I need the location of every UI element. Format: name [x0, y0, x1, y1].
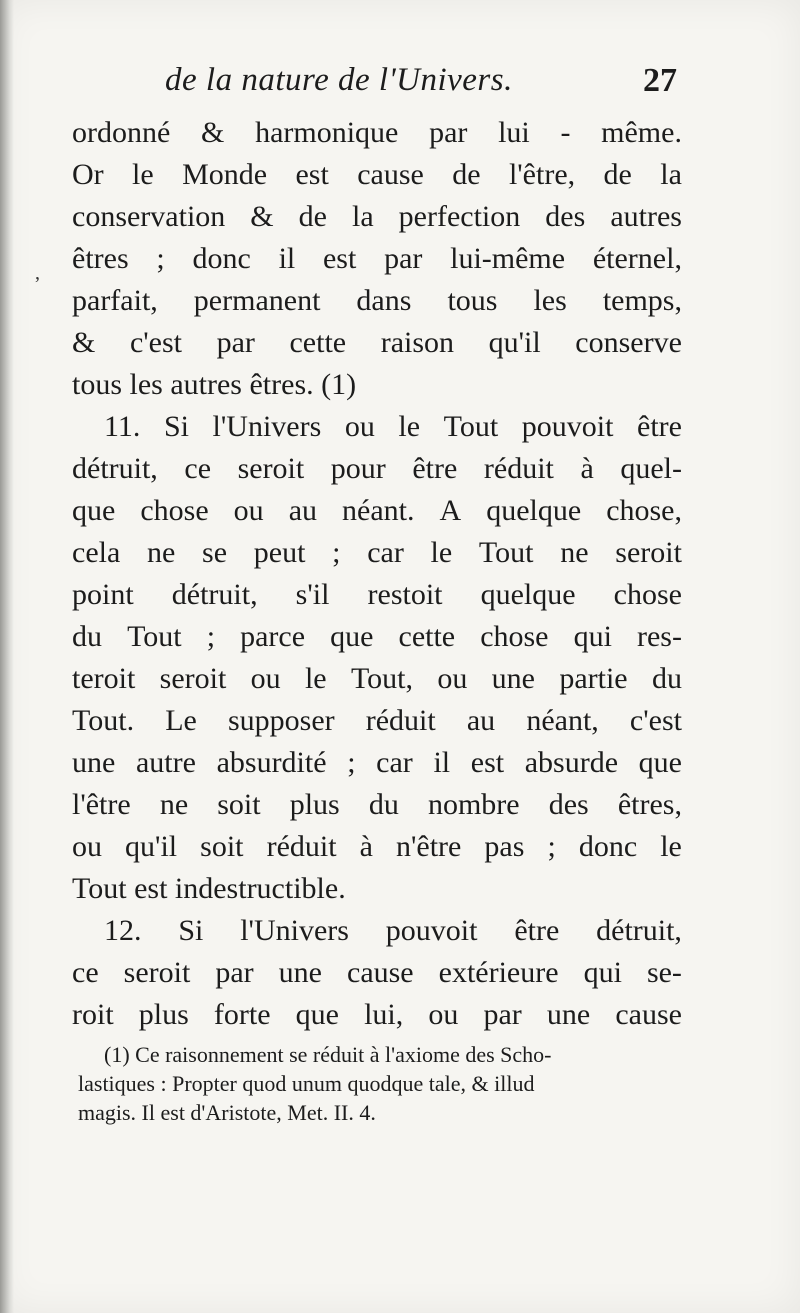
page-number: 27 — [643, 62, 677, 99]
text-line: ou qu'il soit réduit à n'être pas ; donc le — [72, 830, 682, 863]
page-gutter-shadow — [0, 0, 14, 1313]
text-line: détruit, ce seroit pour être réduit à quel- — [72, 452, 682, 485]
footnote-line: (1) Ce raisonnement se réduit à l'axiome des Scho- — [104, 1042, 552, 1067]
text-line: ordonné & harmonique par lui - même. — [72, 116, 682, 149]
text-line: parfait, permanent dans tous les temps, — [72, 284, 682, 317]
text-line: 12. Si l'Univers pouvoit être détruit, — [104, 914, 682, 947]
text-line: êtres ; donc il est par lui-même éternel, — [72, 242, 682, 275]
text-line: l'être ne soit plus du nombre des êtres, — [72, 788, 682, 821]
text-line: Tout. Le supposer réduit au néant, c'est — [72, 704, 682, 737]
text-line: point détruit, s'il restoit quelque chose — [72, 578, 682, 611]
text-line: tous les autres êtres. (1) — [72, 368, 357, 401]
text-line: cela ne se peut ; car le Tout ne seroit — [72, 536, 682, 569]
stray-margin-mark: ‚ — [34, 262, 41, 284]
main-text-block — [72, 112, 682, 1036]
text-line: roit plus forte que lui, ou par une cause — [72, 998, 682, 1031]
text-line: conservation & de la perfection des autres — [72, 200, 682, 233]
footnote-line: lastiques : Propter quod unum quodque tale, & illud — [78, 1071, 535, 1096]
text-line: teroit seroit ou le Tout, ou une partie du — [72, 662, 682, 695]
running-header — [165, 62, 685, 108]
footnote-block — [78, 1040, 683, 1127]
text-line: & c'est par cette raison qu'il conserve — [72, 326, 682, 359]
text-line: Or le Monde est cause de l'être, de la — [72, 158, 682, 191]
text-line: ce seroit par une cause extérieure qui se- — [72, 956, 682, 989]
running-title: de la nature de l'Univers. — [165, 62, 513, 98]
text-line: 11. Si l'Univers ou le Tout pouvoit être — [104, 410, 682, 443]
footnote-line: magis. Il est d'Aristote, Met. II. 4. — [78, 1100, 376, 1125]
text-line: une autre absurdité ; car il est absurde que — [72, 746, 682, 779]
text-line: du Tout ; parce que cette chose qui res- — [72, 620, 682, 653]
text-line: que chose ou au néant. A quelque chose, — [72, 494, 682, 527]
text-line: Tout est indestructible. — [72, 872, 346, 905]
